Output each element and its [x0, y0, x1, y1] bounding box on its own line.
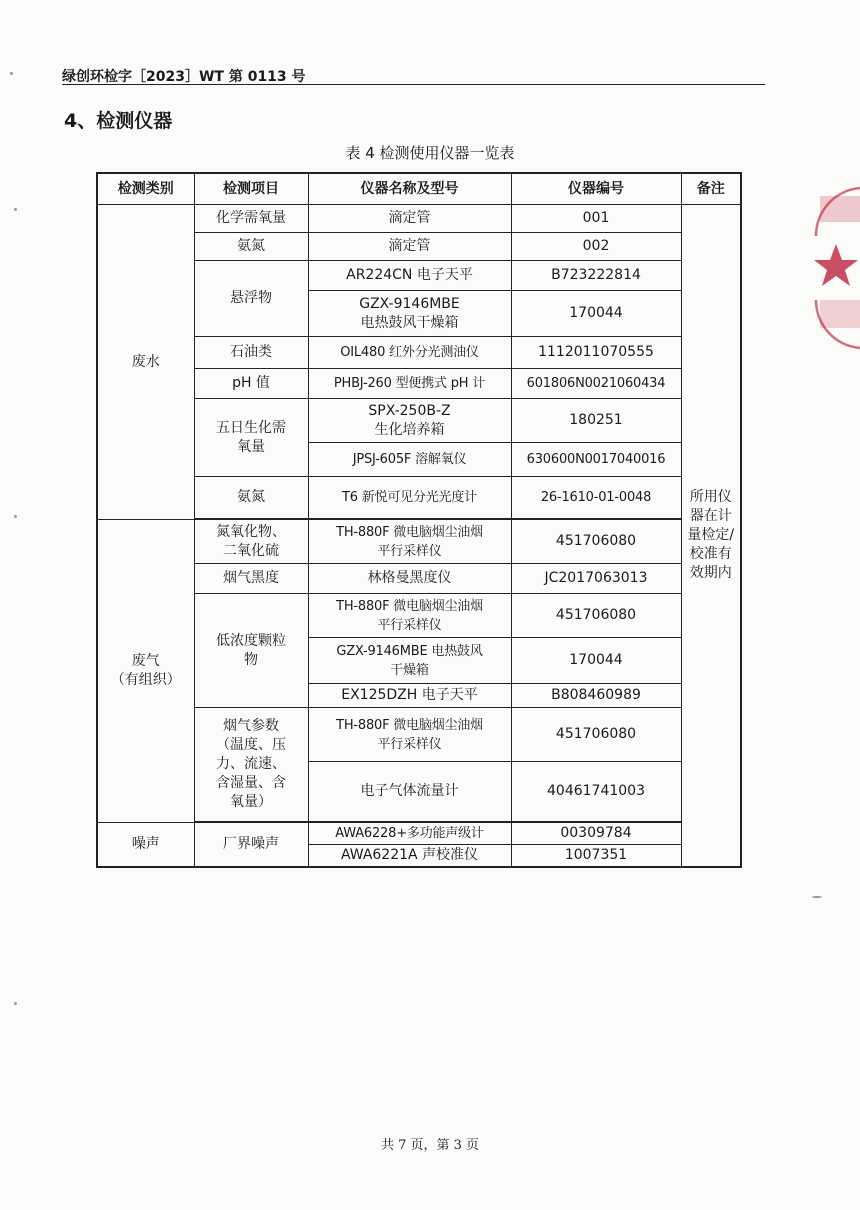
item-bod5: 五日生化需 氧量 [194, 399, 308, 477]
item-petroleum: 石油类 [194, 337, 308, 369]
table-row [97, 708, 741, 762]
item-ammonia-nitrogen-2: 氨氮 [194, 477, 308, 519]
instrument-number: JC2017063013 [511, 564, 681, 594]
instrument-name: OIL480 红外分光测油仪 [308, 337, 511, 369]
instrument-name: SPX-250B-Z 生化培养箱 [308, 399, 511, 443]
instrument-number: B808460989 [511, 684, 681, 708]
instrument-name: AR224CN 电子天平 [308, 261, 511, 291]
item-cod: 化学需氧量 [194, 205, 308, 233]
item-nox-so2: 氮氧化物、 二氧化硫 [194, 520, 308, 564]
table-row [97, 261, 741, 291]
instrument-number: 170044 [511, 291, 681, 337]
category-noise: 噪声 [97, 823, 194, 867]
seal-stamp-icon [812, 182, 860, 352]
instrument-number: 26-1610-01-0048 [511, 477, 681, 519]
scan-speck [812, 896, 822, 898]
table-header-row [97, 173, 741, 205]
instrument-name: EX125DZH 电子天平 [308, 684, 511, 708]
instrument-number: B723222814 [511, 261, 681, 291]
table-row [97, 205, 741, 233]
item-flue-gas-params: 烟气参数 （温度、压 力、流速、 含湿量、含 氧量） [194, 708, 308, 822]
instrument-name: T6 新悦可见分光光度计 [308, 477, 511, 519]
instrument-name: PHBJ-260 型便携式 pH 计 [308, 369, 511, 399]
instrument-name: GZX-9146MBE 电热鼓风干燥箱 [308, 291, 511, 337]
instrument-name: 滴定管 [308, 233, 511, 261]
table-row [97, 564, 741, 594]
instrument-number: 001 [511, 205, 681, 233]
scan-speck [14, 208, 17, 211]
item-low-conc-particulate: 低浓度颗粒 物 [194, 594, 308, 708]
category-wastewater: 废水 [97, 205, 194, 520]
instrument-name: JPSJ-605F 溶解氧仪 [308, 443, 511, 477]
document-number: 绿创环检字［2023］WT 第 0113 号 [62, 69, 306, 85]
col-header-item: 检测项目 [194, 173, 308, 205]
col-header-number: 仪器编号 [511, 173, 681, 205]
item-ammonia-nitrogen: 氨氮 [194, 233, 308, 261]
instrument-number: 1007351 [511, 845, 681, 867]
table-row [97, 520, 741, 564]
instrument-name: TH-880F 微电脑烟尘油烟 平行采样仪 [308, 520, 511, 564]
item-suspended-solids: 悬浮物 [194, 261, 308, 337]
page-footer: 共 7 页，第 3 页 [380, 1138, 480, 1153]
instrument-name: 林格曼黑度仪 [308, 564, 511, 594]
instrument-name: TH-880F 微电脑烟尘油烟 平行采样仪 [308, 594, 511, 638]
instrument-number: 451706080 [511, 708, 681, 762]
item-ph: pH 值 [194, 369, 308, 399]
instrument-number: 601806N0021060434 [511, 369, 681, 399]
instrument-number: 451706080 [511, 520, 681, 564]
instrument-table [96, 172, 742, 868]
table-row [97, 823, 741, 845]
col-header-remark: 备注 [681, 173, 741, 205]
scan-speck [14, 515, 17, 518]
instrument-number: 180251 [511, 399, 681, 443]
scan-speck [14, 1002, 17, 1005]
instrument-name: 滴定管 [308, 205, 511, 233]
instrument-number: 630600N0017040016 [511, 443, 681, 477]
col-header-category: 检测类别 [97, 173, 194, 205]
category-waste-gas: 废气 （有组织） [97, 520, 194, 823]
section-title: 4、检测仪器 [64, 110, 173, 132]
instrument-name: AWA6228+多功能声级计 [308, 823, 511, 845]
instrument-number: 002 [511, 233, 681, 261]
item-smoke-blackness: 烟气黑度 [194, 564, 308, 594]
table-row [97, 594, 741, 638]
instrument-number: 1112011070555 [511, 337, 681, 369]
header-rule [62, 84, 765, 85]
instrument-number: 00309784 [511, 823, 681, 845]
remark-cell: 所用仪器在计量检定/校准有效期内 [681, 205, 741, 867]
instrument-name: TH-880F 微电脑烟尘油烟 平行采样仪 [308, 708, 511, 762]
scan-speck [10, 72, 13, 75]
instrument-name: 电子气体流量计 [308, 762, 511, 822]
table-row [97, 337, 741, 369]
col-header-instrument: 仪器名称及型号 [308, 173, 511, 205]
instrument-name: GZX-9146MBE 电热鼓风 干燥箱 [308, 638, 511, 684]
table-row [97, 399, 741, 443]
instrument-number: 170044 [511, 638, 681, 684]
table-row [97, 477, 741, 519]
table-caption: 表 4 检测使用仪器一览表 [345, 144, 515, 162]
table-row [97, 233, 741, 261]
item-boundary-noise: 厂界噪声 [194, 823, 308, 867]
instrument-number: 451706080 [511, 594, 681, 638]
instrument-name: AWA6221A 声校准仪 [308, 845, 511, 867]
table-row [97, 369, 741, 399]
instrument-number: 40461741003 [511, 762, 681, 822]
